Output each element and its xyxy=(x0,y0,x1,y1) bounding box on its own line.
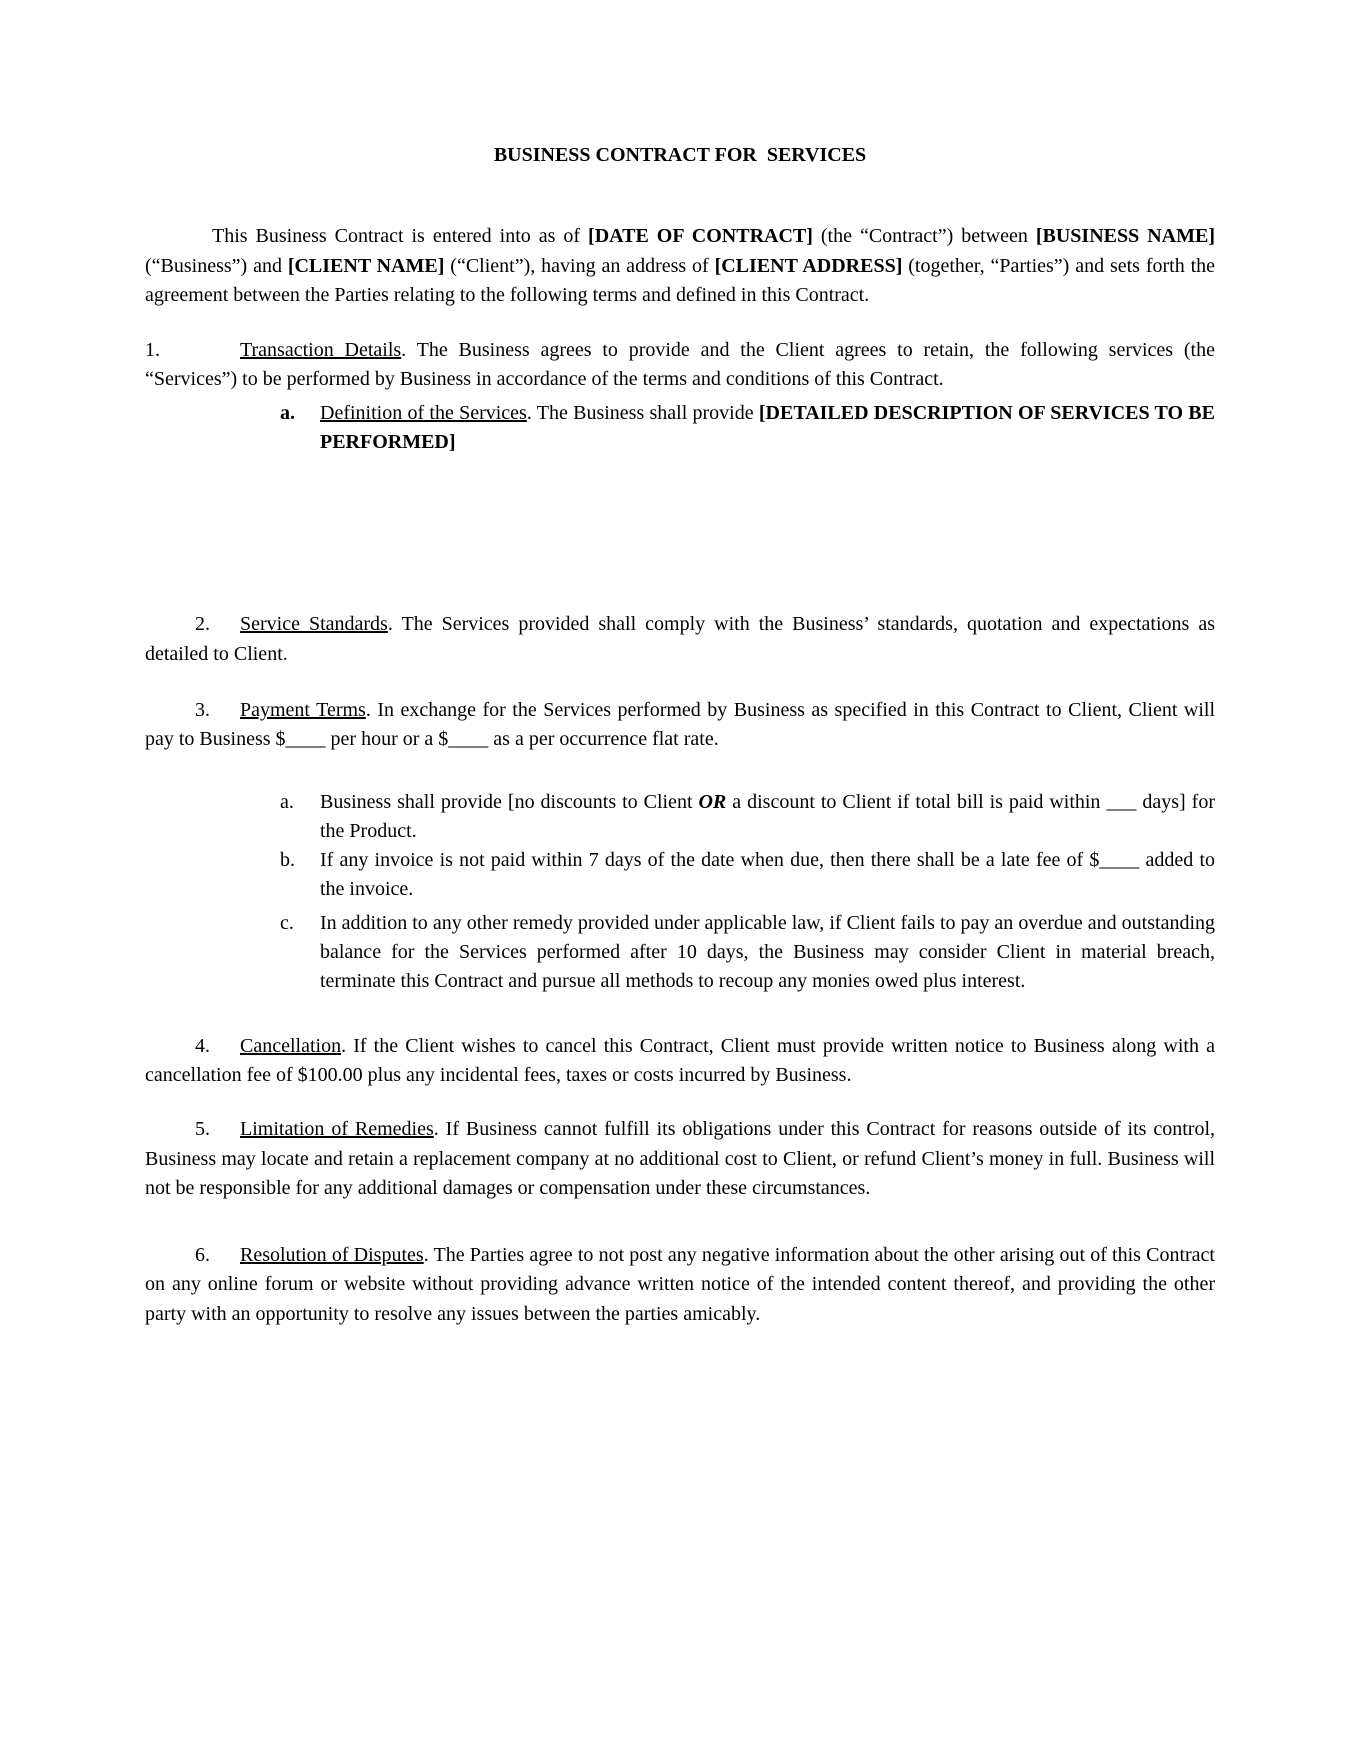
section-2-service-standards xyxy=(145,610,1215,669)
section-3-item-b xyxy=(280,846,1215,905)
item-3a-text-pre: Business shall provide [no discounts to Client xyxy=(320,790,699,813)
section-3-payment-terms xyxy=(145,696,1215,755)
section-5-limitation-of-remedies xyxy=(145,1115,1215,1203)
section-4-heading: Cancellation xyxy=(240,1034,342,1057)
section-1-number: 1. xyxy=(145,339,160,362)
section-3-body: . In exchange for the Services performed by Business as specified in this Contract to Client, Client will pay to Business $____ per hour or a $____ as a per occurrence flat rate. xyxy=(145,698,1215,751)
section-1-heading: Transaction Details xyxy=(240,339,402,362)
item-3b-body: If any invoice is not paid within 7 days of the date when due, then there shall be a late fee of $____ added to the invoice. xyxy=(320,849,1215,901)
section-6-body: . The Parties agree to not post any negative information about the other arising out of this Contract on any online forum or website without providing advance written notice of the intended content thereof, and providing the other party with an opportunity to resolve any issues between the parties amicably. xyxy=(145,1244,1215,1325)
item-3a-or-word: OR xyxy=(698,790,727,813)
section-6-resolution-of-disputes xyxy=(145,1241,1215,1329)
section-5-body: . If Business cannot fulfill its obligations under this Contract for reasons outside of its control, Business may locate and retain a replacement company at no additional cost to Client, or refund Client’s money in full. Business will not be responsible for any additional damages or compensation under these circumstances. xyxy=(145,1118,1215,1199)
document-title: BUSINESS CONTRACT FOR SERVICES xyxy=(493,144,867,166)
item-3c-body: In addition to any other remedy provided under applicable law, if Client fails to pay an overdue and outstanding balance for the Services performed after 10 days, the Business may consider Client in material breach, terminate this Contract and pursue all methods to recoup any monies owed plus interest. xyxy=(320,911,1215,993)
intro-text-pre: This Business Contract is entered into as of xyxy=(212,225,589,248)
section-3-number: 3. xyxy=(195,698,210,721)
section-4-cancellation xyxy=(145,1032,1215,1091)
section-3-item-a xyxy=(280,788,1216,847)
intro-text-mid3: (“Client”), having an address of xyxy=(444,254,715,277)
intro-paragraph xyxy=(145,222,1215,310)
section-3-item-c xyxy=(280,909,1215,997)
section-2-number: 2. xyxy=(195,613,210,636)
item-3c-letter: c. xyxy=(280,911,294,934)
client-address-placeholder: [CLIENT ADDRESS] xyxy=(714,254,903,277)
date-of-contract-placeholder: [DATE OF CONTRACT] xyxy=(588,225,813,248)
section-1-item-a xyxy=(280,399,1215,458)
section-4-body: . If the Client wishes to cancel this Contract, Client must provide written notice to Business along with a cancellation fee of $100.00 plus any incidental fees, taxes or costs incurred by Business. xyxy=(145,1034,1215,1086)
section-3-heading: Payment Terms xyxy=(240,698,366,721)
intro-text-mid1: (the “Contract”) between xyxy=(812,225,1036,248)
services-description-placeholder: [DETAILED DESCRIPTION OF SERVICES TO BE PERFORMED] xyxy=(320,401,1215,454)
section-5-heading: Limitation of Remedies xyxy=(240,1118,434,1141)
client-name-placeholder: [CLIENT NAME] xyxy=(287,254,445,277)
item-1a-heading: Definition of the Services xyxy=(320,401,527,424)
item-1a-letter: a. xyxy=(280,401,295,424)
section-1-transaction-details xyxy=(145,336,1215,395)
section-2-heading: Service Standards xyxy=(240,613,388,636)
intro-text-post: (together, “Parties”) and sets forth the agreement between the Parties relating to the following terms and defined in this Contract. xyxy=(145,254,1215,306)
item-3a-letter: a. xyxy=(280,790,294,813)
section-4-number: 4. xyxy=(195,1034,210,1057)
intro-text-mid2: (“Business”) and xyxy=(145,254,288,277)
item-1a-body: . The Business shall provide xyxy=(526,401,759,424)
section-5-number: 5. xyxy=(195,1118,210,1141)
item-3b-letter: b. xyxy=(280,849,295,872)
section-6-heading: Resolution of Disputes xyxy=(240,1244,424,1267)
section-1-body: . The Business agrees to provide and the Client agrees to retain, the following services (the “Services”) to be performed by Business in accordance of the terms and conditions of this Contract. xyxy=(145,339,1215,391)
section-2-body: . The Services provided shall comply with the Business’ standards, quotation and expectations as detailed to Client. xyxy=(145,613,1215,665)
item-3a-text-post: a discount to Client if total bill is paid within ___ days] for the Product. xyxy=(320,790,1216,842)
business-name-placeholder: [BUSINESS NAME] xyxy=(1035,225,1215,248)
section-6-number: 6. xyxy=(195,1244,210,1267)
